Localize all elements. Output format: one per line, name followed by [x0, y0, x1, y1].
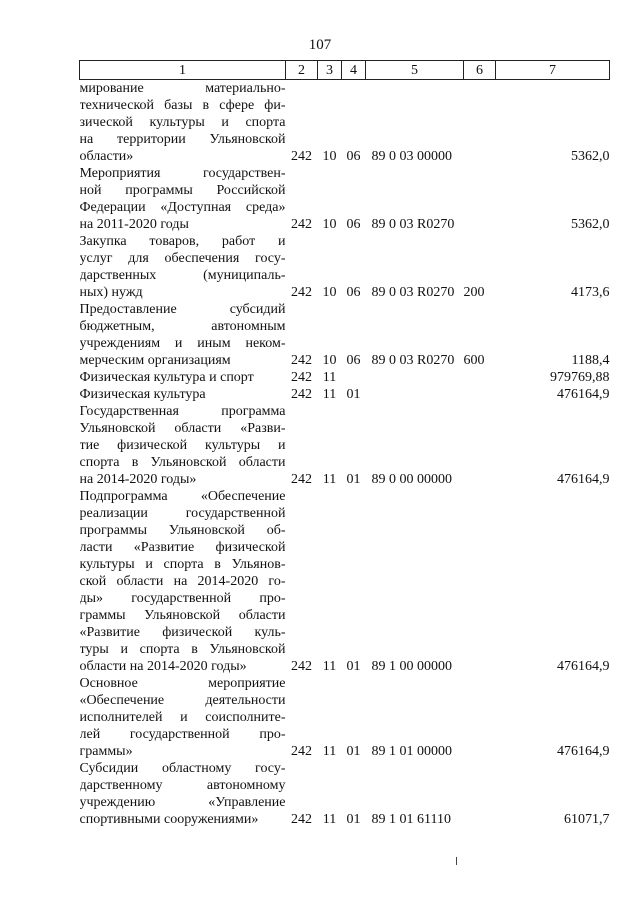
row-amount: 476164,9	[557, 744, 610, 759]
row-amount: 4173,6	[571, 285, 610, 300]
row-expense-type	[464, 165, 496, 233]
row-name-line: на 2014-2020 годы»	[79, 472, 197, 487]
row-section: 10	[322, 285, 337, 300]
row-subsection: 01	[346, 744, 361, 759]
row-name-cell	[80, 386, 286, 403]
col-header-7: 7	[496, 61, 610, 80]
row-amount: 476164,9	[557, 472, 610, 487]
table-row	[80, 403, 610, 488]
table-row	[80, 488, 610, 675]
row-subsection: 06	[346, 353, 361, 368]
row-section: 11	[322, 812, 337, 827]
row-name-line: дарственному автономному	[79, 778, 286, 793]
row-section: 11	[322, 659, 337, 674]
row-name-cell	[80, 488, 286, 675]
row-expense-type: 600	[463, 353, 485, 368]
row-name-line: услуг для обеспечения госу-	[79, 251, 286, 266]
row-name-line: туры и спорта в Ульяновской	[79, 642, 286, 657]
row-name-cell	[80, 760, 286, 828]
row-name-line: ской области на 2014-2020 го-	[79, 574, 286, 589]
row-section: 11	[322, 387, 337, 402]
row-name-line: бюджетным, автономным	[79, 319, 286, 334]
row-name-line: «Обеспечение деятельности	[79, 693, 286, 708]
row-amount: 476164,9	[557, 659, 610, 674]
row-admin-code: 242	[291, 285, 312, 300]
row-target-article: 89 0 03 R0270	[371, 217, 455, 232]
row-target-article	[366, 386, 464, 403]
row-expense-type	[464, 760, 496, 828]
row-name-line: технической базы в сфере фи-	[79, 98, 286, 113]
row-expense-type	[464, 369, 496, 386]
row-admin-code: 242	[291, 370, 312, 385]
row-name-line: Физическая культура и спорт	[79, 370, 254, 385]
row-name-line: Ульяновской области «Разви-	[79, 421, 286, 436]
row-subsection: 06	[346, 285, 361, 300]
row-subsection: 01	[346, 812, 361, 827]
row-target-article: 89 1 00 00000	[371, 659, 452, 674]
row-admin-code: 242	[291, 812, 312, 827]
row-expense-type	[464, 403, 496, 488]
row-target-article: 89 1 01 00000	[371, 744, 452, 759]
row-name-line: учреждению «Управление	[79, 795, 286, 810]
budget-table	[79, 60, 610, 828]
row-name-line: учреждениям и иным неком-	[79, 336, 286, 351]
row-subsection: 06	[346, 217, 361, 232]
row-name-line: ды» государственной про-	[79, 591, 286, 606]
row-name-line: тие физической культуры и	[79, 438, 286, 453]
row-name-line: ной программы Российской	[79, 183, 286, 198]
row-name-line: дарственных (муниципаль-	[79, 268, 286, 283]
row-amount: 476164,9	[557, 387, 610, 402]
row-target-article	[366, 369, 464, 386]
row-name-cell	[80, 301, 286, 369]
row-name-line: Физическая культура	[79, 387, 206, 402]
row-name-cell	[80, 675, 286, 760]
row-section: 11	[322, 472, 337, 487]
row-section: 10	[322, 353, 337, 368]
table-row	[80, 675, 610, 760]
row-subsection: 01	[346, 659, 361, 674]
row-name-line: культуры и спорта в Ульянов-	[79, 557, 286, 572]
row-name-line: реализации государственной	[79, 506, 286, 521]
row-name-line: области на 2014-2020 годы»	[79, 659, 247, 674]
row-name-line: на 2011-2020 годы	[79, 217, 189, 232]
col-header-5: 5	[366, 61, 464, 80]
row-subsection: 01	[346, 387, 361, 402]
col-header-1: 1	[80, 61, 286, 80]
row-name-line: ных) нужд	[79, 285, 143, 300]
col-header-3: 3	[318, 61, 342, 80]
row-amount: 1188,4	[571, 353, 610, 368]
row-admin-code: 242	[291, 217, 312, 232]
col-header-6: 6	[464, 61, 496, 80]
row-section: 11	[322, 744, 337, 759]
row-target-article: 89 0 03 00000	[371, 149, 452, 164]
row-name-line: спорта в Ульяновской области	[79, 455, 286, 470]
scan-mark	[456, 857, 457, 865]
row-section: 11	[322, 370, 337, 385]
row-name-line: Субсидии областному госу-	[79, 761, 286, 776]
row-admin-code: 242	[291, 472, 312, 487]
row-amount: 979769,88	[550, 370, 610, 385]
table-row	[80, 386, 610, 403]
row-target-article: 89 1 01 61110	[371, 812, 451, 827]
row-name-line: зической культуры и спорта	[79, 115, 286, 130]
row-name-line: Мероприятия государствен-	[79, 166, 286, 181]
row-name-line: Предоставление субсидий	[79, 302, 286, 317]
row-admin-code: 242	[291, 149, 312, 164]
row-expense-type	[464, 488, 496, 675]
row-amount: 61071,7	[564, 812, 610, 827]
row-name-line: Государственная программа	[79, 404, 286, 419]
row-name-cell	[80, 233, 286, 301]
row-name-line: ласти «Развитие физической	[79, 540, 286, 555]
row-expense-type	[464, 80, 496, 166]
col-header-4: 4	[342, 61, 366, 80]
row-name-line: граммы»	[79, 744, 133, 759]
row-amount: 5362,0	[571, 217, 610, 232]
table-row	[80, 369, 610, 386]
row-name-line: Закупка товаров, работ и	[79, 234, 286, 249]
row-admin-code: 242	[291, 659, 312, 674]
row-name-line: Федерации «Доступная среда»	[79, 200, 286, 215]
row-name-line: лей государственной про-	[79, 727, 286, 742]
row-section: 10	[322, 217, 337, 232]
row-name-line: Подпрограмма «Обеспечение	[79, 489, 286, 504]
row-name-line: граммы Ульяновской области	[79, 608, 286, 623]
row-admin-code: 242	[291, 744, 312, 759]
row-expense-type: 200	[463, 285, 485, 300]
row-name-line: программы Ульяновской об-	[79, 523, 286, 538]
table-row	[80, 80, 610, 166]
row-name-line: Основное мероприятие	[79, 676, 286, 691]
col-header-2: 2	[286, 61, 318, 80]
header-row	[80, 61, 610, 80]
table-row	[80, 233, 610, 301]
row-admin-code: 242	[291, 387, 312, 402]
row-admin-code: 242	[291, 353, 312, 368]
row-name-cell	[80, 369, 286, 386]
page-number: 107	[308, 37, 332, 53]
row-expense-type	[464, 675, 496, 760]
row-name-line: спортивными сооружениями»	[79, 812, 259, 827]
row-name-line: области»	[79, 149, 134, 164]
row-target-article: 89 0 03 R0270	[371, 285, 455, 300]
row-amount: 5362,0	[571, 149, 610, 164]
row-name-line: мерческим организациям	[79, 353, 231, 368]
row-subsection	[342, 369, 366, 386]
table-row	[80, 301, 610, 369]
row-name-cell	[80, 165, 286, 233]
row-subsection: 06	[346, 149, 361, 164]
table-row	[80, 165, 610, 233]
row-name-line: на территории Ульяновской	[79, 132, 286, 147]
row-name-line: мирование материально-	[79, 81, 286, 96]
row-subsection: 01	[346, 472, 361, 487]
row-name-line: «Развитие физической куль-	[79, 625, 286, 640]
row-expense-type	[464, 386, 496, 403]
table-body	[80, 80, 610, 829]
row-target-article: 89 0 03 R0270	[371, 353, 455, 368]
row-name-cell	[80, 403, 286, 488]
row-target-article: 89 0 00 00000	[371, 472, 452, 487]
table-row	[80, 760, 610, 828]
row-section: 10	[322, 149, 337, 164]
row-name-cell	[80, 80, 286, 166]
row-name-line: исполнителей и соисполните-	[79, 710, 286, 725]
